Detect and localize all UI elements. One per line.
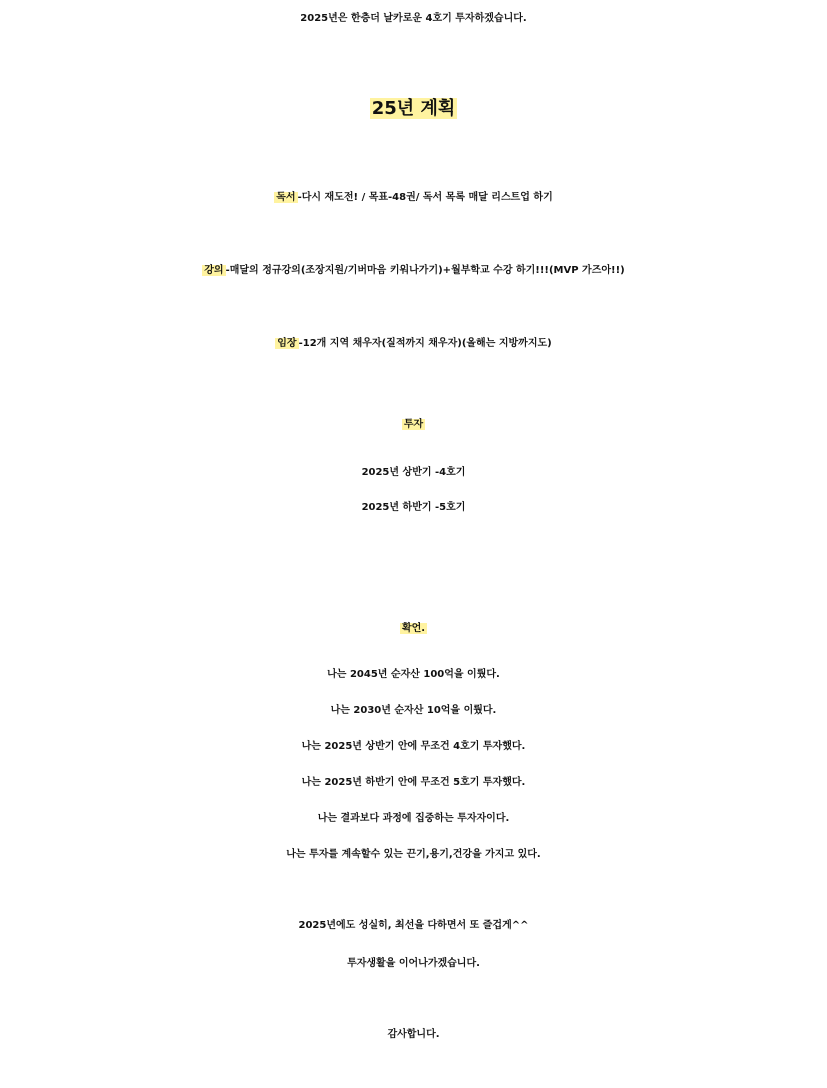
plan-item-lecture xyxy=(0,260,827,282)
affirmation-line: 나는 2025년 상반기 안에 무조건 4호기 투자했다. xyxy=(301,741,526,752)
plan-item-text: -다시 재도전! / 목표-48권/ 독서 목록 매달 리스트업 하기 xyxy=(297,192,553,203)
plan-item-fieldwork xyxy=(0,333,827,355)
affirmation-line: 나는 투자를 계속할수 있는 끈기,용기,건강을 가지고 있다. xyxy=(286,849,541,860)
thanks-line: 감사합니다. xyxy=(387,1029,440,1040)
plan-heading-text: 25년 계획 xyxy=(371,98,456,119)
affirmation-line: 나는 2025년 하반기 안에 무조건 5호기 투자했다. xyxy=(301,777,526,788)
affirmation-heading-text: 확언. xyxy=(401,623,426,634)
plan-item-text: -매달의 정규강의(조장지원/기버마음 키워나가기)+월부학교 수강 하기!!!(MVP 가즈아!!) xyxy=(225,265,625,276)
investment-line: 2025년 상반기 -4호기 xyxy=(361,467,466,478)
affirmation-heading xyxy=(0,610,827,648)
closing-line: 2025년에도 성실히, 최선을 다하면서 또 즐겁게^^ xyxy=(298,920,529,931)
plan-item-label: 강의 xyxy=(204,265,224,276)
plan-item-label: 독서 xyxy=(276,192,296,203)
plan-item-label: 임장 xyxy=(277,338,297,349)
investment-heading-text: 투자 xyxy=(403,419,424,430)
investment-heading xyxy=(0,406,827,444)
investment-line: 2025년 하반기 -5호기 xyxy=(361,502,466,513)
plan-item-text: -12개 지역 채우자(질적까지 채우자)(올해는 지방까지도) xyxy=(298,338,552,349)
plan-item-reading xyxy=(0,187,827,209)
affirmation-line: 나는 결과보다 과정에 집중하는 투자자이다. xyxy=(317,813,510,824)
affirmation-line: 나는 2030년 순자산 10억을 이뤘다. xyxy=(330,705,497,716)
plan-heading xyxy=(0,86,827,132)
intro-line: 2025년은 한층더 날카로운 4호기 투자하겠습니다. xyxy=(300,13,527,24)
closing-line: 투자생활을 이어나가겠습니다. xyxy=(347,958,480,969)
affirmation-line: 나는 2045년 순자산 100억을 이뤘다. xyxy=(327,669,500,680)
